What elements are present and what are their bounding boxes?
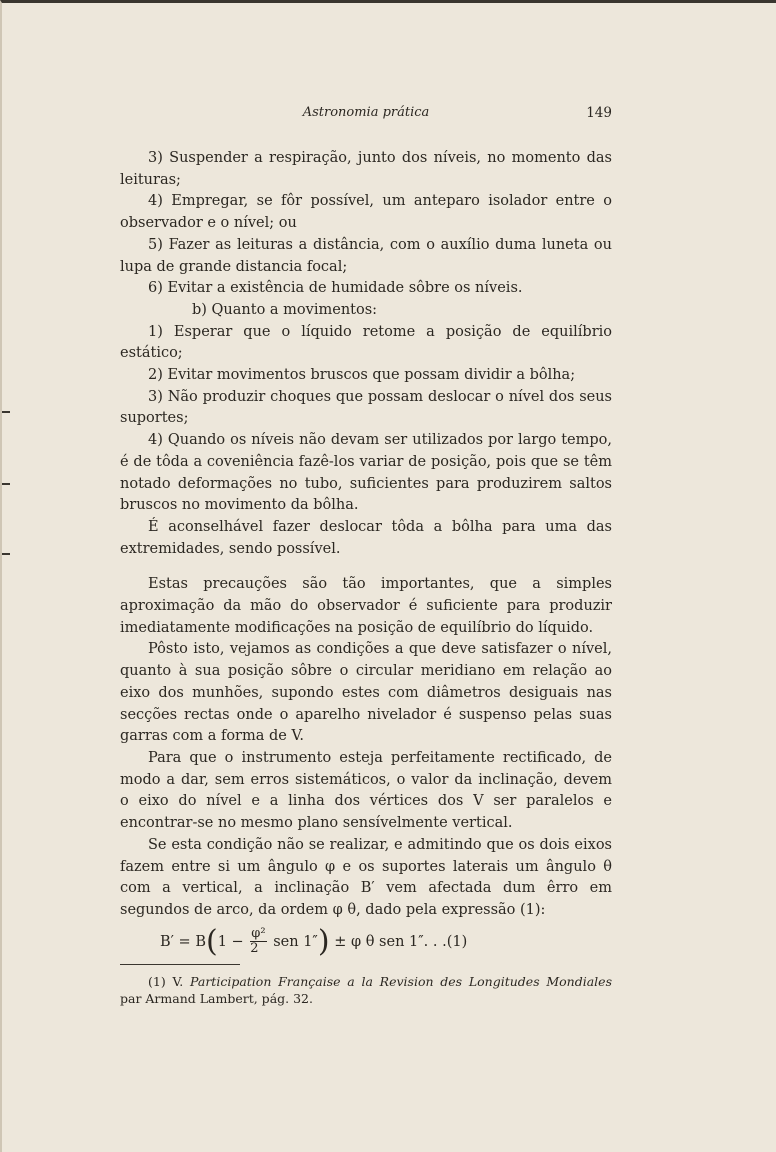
paragraph: 4) Empregar, se fôr possível, um anteparo isolador entre o observador e o nível; ou	[120, 193, 612, 232]
equation-sen-term: sen 1″	[273, 933, 318, 950]
fraction	[250, 927, 266, 956]
paragraph: 3) Suspender a respiração, junto dos níveis, no momento das leituras;	[120, 150, 612, 188]
equation-rest: ± φ θ sen 1″. . .(1)	[334, 933, 468, 950]
footnote-rest: par Armand Lambert, pág. 32.	[120, 990, 313, 1006]
paragraph: 4) Quando os níveis não devam ser utilizados por largo tempo, é de tôda a coveniência fazê-los variar de posição, pois que se têm notado deformações no tubo, suficientes para produzirem saltos bruscos no movimento da bôlha.	[120, 432, 612, 514]
edge-mark	[2, 483, 10, 485]
paragraph: Estas precauções são tão importantes, que a simples aproximação da mão do observador é suficiente para produzir imediatamente modificações na posição de equilíbrio do líquido.	[120, 576, 612, 636]
paragraph: 3) Não produzir choques que possam deslocar o nível dos seus suportes;	[120, 388, 612, 427]
equation-lhs: B′ = B	[160, 933, 206, 950]
footnote-marker: (1) V.	[148, 973, 184, 989]
edge-mark	[2, 411, 10, 413]
footnote-rule	[120, 964, 240, 965]
footnote-title: Participation Française a la Revision des Longitudes Mondiales	[190, 973, 612, 989]
paragraph: 1) Esperar que o líquido retome a posição de equilíbrio estático;	[120, 323, 612, 362]
left-paren: (	[205, 923, 218, 959]
running-title: Astronomia prática	[302, 105, 430, 120]
fraction-numerator: φ²	[251, 926, 266, 942]
paragraph: Se esta condição não se realizar, e admitindo que os dois eixos fazem entre si um ângulo φ e os suportes laterais um ângulo θ com a vertical, a inclinação B′ vem afectada dum êrro em segundos de arco, da ordem φ θ, dado pela expressão (1):	[120, 836, 612, 918]
edge-mark	[2, 553, 10, 555]
equation-one-minus: 1 −	[217, 933, 244, 950]
page-body	[120, 148, 612, 1007]
running-header	[120, 105, 612, 125]
page-number: 149	[586, 105, 612, 121]
footnote	[120, 973, 612, 1007]
paragraph: É aconselhável fazer deslocar tôda a bôlha para uma das extremidades, sendo possível.	[120, 518, 612, 557]
paragraph: 2) Evitar movimentos bruscos que possam dividir a bôlha;	[148, 367, 576, 384]
fraction-denominator: 2	[250, 941, 259, 957]
paragraph: Pôsto isto, vejamos as condições a que deve satisfazer o nível, quanto à sua posição sôbre o circular meridiano em relação ao eixo dos munhões, supondo estes com diâmetros desiguais nas secções rectas onde o aparelho nivelador é suspenso pelas suas garras com a forma de V.	[120, 641, 612, 745]
equation	[120, 922, 612, 962]
section-heading: b) Quanto a movimentos:	[192, 301, 378, 318]
right-paren: )	[317, 923, 330, 959]
paragraph: 6) Evitar a existência de humidade sôbre os níveis.	[148, 280, 523, 297]
paragraph: Para que o instrumento esteja perfeitamente rectificado, de modo a dar, sem erros sistemáticos, o valor da inclinação, devem o eixo do nível e a linha dos vértices dos V ser paralelos e encontrar-se no mesmo plano sensívelmente vertical.	[120, 749, 612, 832]
paragraph-gap	[120, 560, 612, 574]
paragraph: 5) Fazer as leituras a distância, com o auxílio duma luneta ou lupa de grande distancia focal;	[120, 236, 612, 275]
